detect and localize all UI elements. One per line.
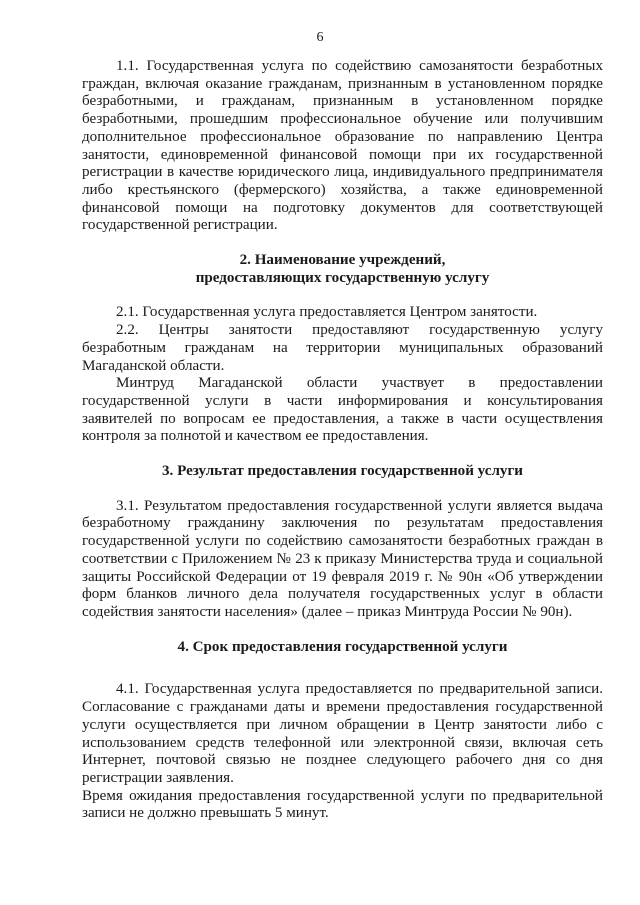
section-4-heading: 4. Срок предоставления государственной услуги <box>177 638 508 655</box>
spacer <box>82 446 603 463</box>
spacer <box>82 235 603 252</box>
section-4-paragraph-1: 4.1. Государственная услуга предоставляется по предварительной записи. Согласование с гражданами даты и времени предоставления государственной услуги осуществляется при личном обращении в Центр занятости либо с использованием средств телефонной или электронной связи, включая сеть Интернет, почтовой связью не позднее следующего рабочего дня со дня регистрации заявления. <box>82 681 603 786</box>
section-2-paragraph-3: Минтруд Магаданской области участвует в предоставлении государственной услуги в части информирования и консультирования заявителей по вопросам ее предоставления, а также в части осуществления контроля за полнотой и качеством ее предоставления. <box>82 375 603 445</box>
section-2-heading-line-2: предоставляющих государственную услугу <box>195 269 490 286</box>
section-2-paragraph-2: 2.2. Центры занятости предоставляют государственную услугу безработным гражданам на территории муниципальных образований Магаданской области. <box>82 322 603 374</box>
section-3-heading: 3. Результат предоставления государственной услуги <box>161 463 524 480</box>
section-4-paragraph-2: Время ожидания предоставления государственной услуги по предварительной записи не должно превышать 5 минут. <box>82 787 603 822</box>
spacer <box>82 287 603 304</box>
section-3-paragraph-1: 3.1. Результатом предоставления государственной услуги является выдача безработному гражданину заключения по результатам предоставления государственной услуги по содействию самозанятости безработных граждан в соответствии с Приложением № 23 к приказу Министерства труда и социальной защиты Российской Федерации от 19 февраля 2019 г. № 90н «Об утверждении форм бланков личного дела получателя государственных услуг в области содействия занятости населения» (далее – приказ Минтруда России № 90н). <box>82 497 603 620</box>
spacer <box>82 481 603 498</box>
spacer <box>82 673 603 681</box>
intro-paragraph: 1.1. Государственная услуга по содействию самозанятости безработных граждан, включая оказание гражданам, признанным в установленном порядке безработными, и гражданам, признанным в установленном порядке безработными, прошедшим профессиональное обучение или получившим дополнительное профессиональное образование по направлению Центра занятости, единовременной финансовой помощи при их государственной регистрации в качестве юридического лица, индивидуального предпринимателя либо крестьянского (фермерского) хозяйства, а также единовременной финансовой помощи на подготовку документов для соответствующей государственной регистрации. <box>82 58 603 234</box>
page-number: 6 <box>316 30 324 45</box>
spacer <box>82 622 603 639</box>
section-2-heading-line-1: 2. Наименование учреждений, <box>239 252 446 269</box>
spacer <box>82 656 603 673</box>
section-2-paragraph-1: 2.1. Государственная услуга предоставляется Центром занятости. <box>116 304 538 321</box>
document-body <box>82 58 603 823</box>
